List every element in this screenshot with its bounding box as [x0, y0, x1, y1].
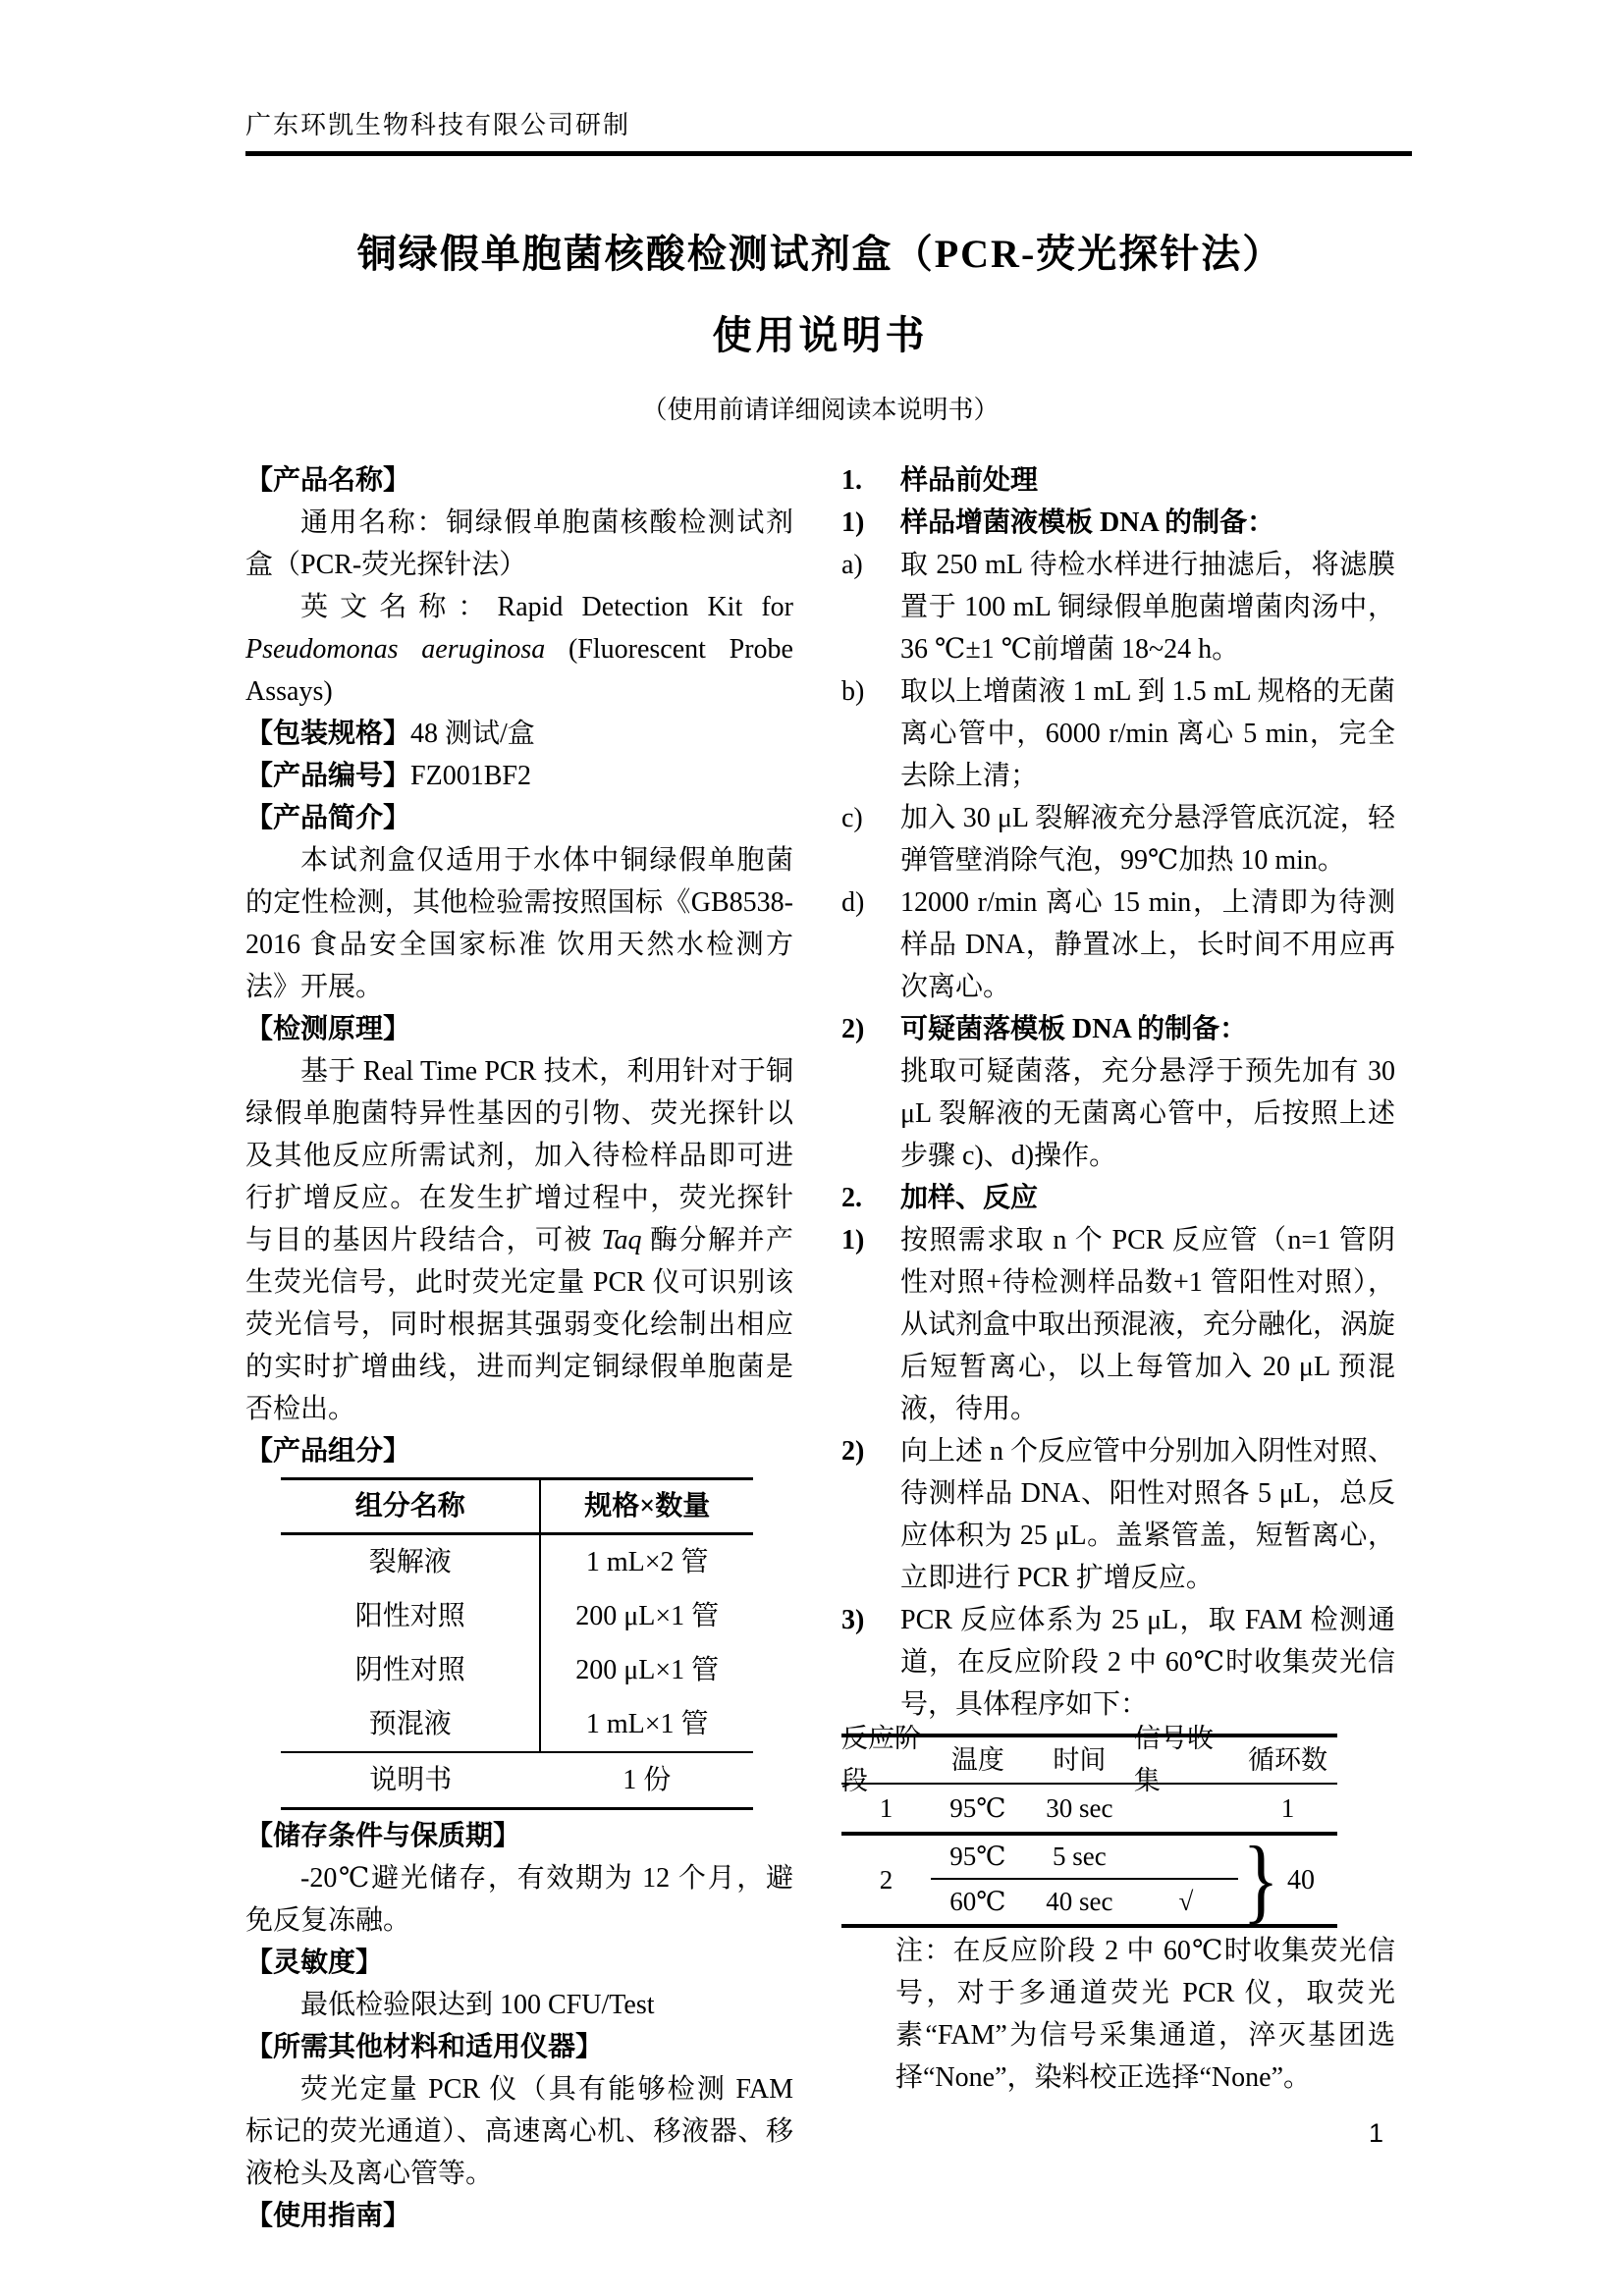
- item-a-marker: a): [841, 550, 863, 580]
- product-code-value: FZ001BF2: [410, 761, 531, 791]
- component-name: 阴性对照: [281, 1643, 541, 1697]
- company-header: 广东环凯生物科技有限公司研制: [245, 111, 631, 139]
- heading-package-spec: [245, 713, 793, 755]
- heading-product-code: [245, 755, 793, 797]
- section-1-heading: [841, 459, 1395, 502]
- pcr-stage2b-time: 40 sec: [1046, 1887, 1113, 1916]
- component-spec: 1 mL×2 管: [585, 1547, 709, 1577]
- step-2-1-marker: 1): [841, 1225, 865, 1255]
- page-number: 1: [1369, 2118, 1384, 2148]
- section-1-number: 1.: [841, 465, 862, 496]
- heading-other-materials: 【所需其他材料和适用仪器】: [245, 2032, 604, 2062]
- paragraph-colony-prep: 挑取可疑菌落，充分悬浮于预先加有 30 μL 裂解液的无菌离心管中，后按照上述步骤 c)、d)操作。: [900, 1056, 1395, 1171]
- pcr-stage2a-time: 5 sec: [1025, 1836, 1134, 1880]
- subsection-1-1-number: 1): [841, 507, 865, 538]
- subsection-1-2-number: 2): [841, 1014, 865, 1044]
- step-2-2-marker: 2): [841, 1436, 865, 1467]
- heading-components: 【产品组分】: [245, 1436, 411, 1467]
- pcr-stage1-cycles: 1: [1238, 1785, 1337, 1836]
- step-2-2: [841, 1430, 1395, 1599]
- components-header-spec: 规格×数量: [584, 1491, 711, 1522]
- pcr-stage1-signal: [1134, 1785, 1238, 1836]
- table-row: [281, 1589, 753, 1643]
- pcr-stage1-stage: 1: [841, 1785, 931, 1836]
- pcr-stage2a-temp: 95℃: [931, 1836, 1025, 1880]
- table-row-manual: [281, 1751, 753, 1807]
- paragraph-generic-name: 通用名称：铜绿假单胞菌核酸检测试剂盒（PCR-荧光探针法）: [245, 507, 793, 580]
- subsection-1-1-title: 样品增菌液模板 DNA 的制备：: [900, 507, 1275, 538]
- subsection-1-2-heading: [841, 1008, 1395, 1050]
- list-item-c: [841, 797, 1395, 881]
- component-spec: 1 mL×1 管: [585, 1709, 709, 1739]
- pcr-stage1-temp: 95℃: [931, 1785, 1025, 1836]
- heading-usage-guide: 【使用指南】: [245, 2201, 411, 2231]
- left-column: [245, 459, 793, 2237]
- pcr-header-time: 时间: [1025, 1737, 1134, 1785]
- heading-storage: 【储存条件与保质期】: [245, 1821, 521, 1851]
- document-title: 铜绿假单胞菌核酸检测试剂盒（PCR-荧光探针法）: [356, 232, 1284, 276]
- heading-product-intro: 【产品简介】: [245, 803, 411, 833]
- document-subtitle: 使用说明书: [712, 313, 929, 357]
- subsection-1-1-heading: [841, 502, 1395, 544]
- table-row: [281, 1643, 753, 1697]
- subsection-1-2-title: 可疑菌落模板 DNA 的制备：: [900, 1014, 1248, 1044]
- item-a-text: 取 250 mL 待检水样进行抽滤后，将滤膜置于 100 mL 铜绿假单胞菌增菌肉汤中，36 ℃±1 ℃前增菌 18~24 h。: [900, 550, 1395, 665]
- pcr-stage1-time: 30 sec: [1025, 1785, 1134, 1836]
- component-name: 裂解液: [281, 1535, 541, 1589]
- component-spec: 1 份: [623, 1765, 672, 1795]
- table-row: [281, 1697, 753, 1751]
- pcr-table-note: 注：在反应阶段 2 中 60℃时收集荧光信号，对于多通道荧光 PCR 仪，取荧光素“FAM”为信号采集通道，淬灭基团选择“None”，染料校正选择“None”。: [895, 1936, 1395, 2093]
- header-rule: [245, 151, 1412, 156]
- heading-sensitivity: 【灵敏度】: [245, 1948, 384, 1978]
- components-table-header-row: [281, 1480, 753, 1535]
- table-row: [281, 1535, 753, 1589]
- english-name-prefix: 英文名称：Rapid Detection Kit for: [300, 592, 793, 622]
- english-name-suffix: (Fluorescent Probe Assays): [245, 634, 793, 707]
- section-1-title: 样品前处理: [900, 465, 1039, 496]
- step-2-3-text: PCR 反应体系为 25 μL，取 FAM 检测通道，在反应阶段 2 中 60℃时收集荧光信号，具体程序如下：: [900, 1605, 1395, 1720]
- pcr-stage2a-signal: [1134, 1836, 1238, 1880]
- item-d-text: 12000 r/min 离心 15 min，上清即为待测样品 DNA，静置冰上，长时间不用应再次离心。: [900, 887, 1395, 1002]
- component-name: 阳性对照: [281, 1589, 541, 1643]
- package-spec-value: 48 测试/盒: [410, 719, 535, 749]
- paragraph-other-materials: 荧光定量 PCR 仪（具有能够检测 FAM 标记的荧光通道）、高速离心机、移液器、移液枪头及离心管等。: [245, 2074, 793, 2189]
- section-2-title: 加样、反应: [900, 1183, 1039, 1213]
- components-header-name: 组分名称: [281, 1480, 541, 1532]
- brace-glyph: }: [1242, 1827, 1279, 1932]
- step-2-1: [841, 1219, 1395, 1430]
- item-c-text: 加入 30 μL 裂解液充分悬浮管底沉淀，轻弹管壁消除气泡，99℃加热 10 min。: [900, 803, 1395, 876]
- species-name-italic: Pseudomonas aeruginosa: [245, 634, 546, 665]
- pcr-header-temp: 温度: [931, 1737, 1025, 1785]
- pcr-program-table: [841, 1724, 1337, 1932]
- step-2-2-text: 向上述 n 个反应管中分别加入阴性对照、待测样品 DNA、阳性对照各 5 μL，总反应体积为 25 μL。盖紧管盖，短暂离心，立即进行 PCR 扩增反应。: [900, 1436, 1396, 1593]
- paragraph-sensitivity: 最低检验限达到 100 CFU/Test: [300, 1990, 655, 2020]
- heading-detection-principle: 【检测原理】: [245, 1014, 411, 1044]
- item-b-text: 取以上增菌液 1 mL 到 1.5 mL 规格的无菌离心管中，6000 r/min 离心 5 min，完全去除上清；: [900, 676, 1395, 791]
- item-b-marker: b): [841, 676, 865, 707]
- list-item-d: [841, 881, 1395, 1008]
- list-item-a: [841, 544, 1395, 670]
- paragraph-detection-principle: [245, 1050, 793, 1430]
- pcr-header-cycles: 循环数: [1238, 1737, 1337, 1785]
- product-code-label: 【产品编号】: [245, 761, 411, 791]
- item-d-marker: d): [841, 887, 865, 918]
- step-2-3-marker: 3): [841, 1605, 865, 1635]
- paragraph-storage: -20℃避光储存，有效期为 12 个月，避免反复冻融。: [245, 1863, 793, 1936]
- component-spec: 200 μL×1 管: [575, 1655, 720, 1685]
- list-item-b: [841, 670, 1395, 797]
- pcr-stage2b-temp: 60℃: [949, 1887, 1006, 1916]
- components-table: [281, 1477, 753, 1810]
- taq-italic: Taq: [601, 1225, 642, 1255]
- pcr-stage2b-signal: √: [1178, 1887, 1194, 1916]
- component-name: 说明书: [369, 1765, 453, 1795]
- component-name: 预混液: [281, 1697, 541, 1751]
- package-spec-label: 【包装规格】: [245, 719, 411, 749]
- pcr-stage2-cycles: 40: [1287, 1864, 1316, 1896]
- component-spec: 200 μL×1 管: [575, 1601, 720, 1631]
- principle-text-2: 酶分解并产生荧光信号，此时荧光定量 PCR 仪可识别该荧光信号，同时根据其强弱变化绘制出相应的实时扩增曲线，进而判定铜绿假单胞菌是否检出。: [245, 1225, 793, 1424]
- two-column-body: [245, 459, 1395, 2237]
- pcr-stage2-cycles-group: [1238, 1827, 1337, 1932]
- paragraph-english-name: [245, 586, 793, 713]
- read-before-use-note: （使用前请详细阅读本说明书）: [641, 396, 1000, 424]
- item-c-marker: c): [841, 803, 863, 833]
- pcr-header-stage: 反应阶段: [841, 1737, 931, 1785]
- pcr-stage2-stage: 2: [879, 1864, 893, 1895]
- section-2-heading: [841, 1177, 1395, 1219]
- heading-product-name: 【产品名称】: [245, 465, 411, 496]
- section-2-number: 2.: [841, 1183, 862, 1213]
- paragraph-product-intro: 本试剂盒仅适用于水体中铜绿假单胞菌的定性检测，其他检验需按照国标《GB8538-2016 食品安全国家标准 饮用天然水检测方法》开展。: [245, 845, 793, 1002]
- step-2-3: [841, 1599, 1395, 1726]
- principle-text-1: 基于 Real Time PCR 技术，利用针对于铜绿假单胞菌特异性基因的引物、荧光探针以及其他反应所需试剂，加入待检样品即可进行扩增反应。在发生扩增过程中，荧光探针与目的基因片段结合，可被: [245, 1056, 793, 1255]
- right-column: [841, 459, 1395, 2237]
- pcr-header-signal: 信号收集: [1134, 1737, 1238, 1785]
- step-2-1-text: 按照需求取 n 个 PCR 反应管（n=1 管阴性对照+待检测样品数+1 管阳性对照），从试剂盒中取出预混液，充分融化，涡旋后短暂离心，以上每管加入 20 μL 预混液，待用。: [900, 1225, 1396, 1424]
